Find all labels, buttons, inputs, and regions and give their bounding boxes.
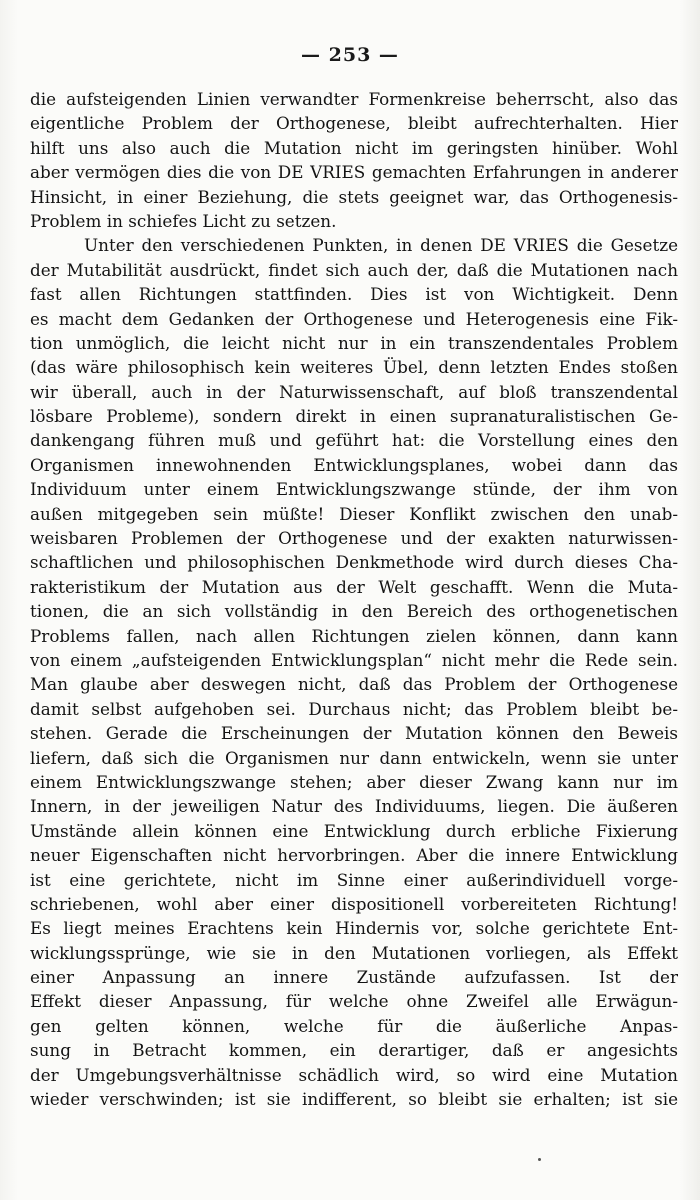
text-line: einer Anpassung an innere Zustände aufzufassen. Ist der (30, 967, 678, 988)
text-line: aber vermögen dies die von DE VRIES gemachten Erfahrungen in anderer (30, 162, 678, 183)
text-line: tion unmöglich, die leicht nicht nur in ein transzendentales Problem (30, 332, 678, 353)
text-line: die aufsteigenden Linien verwandter Formenkreise beherrscht, also das (30, 89, 678, 109)
text-line: sung in Betracht kommen, ein derartiger, daß er angesichts (30, 1040, 678, 1061)
page-number: — 253 — (301, 44, 399, 66)
text-line: schriebenen, wohl aber einer dispositionell vorbereiteten Richtung! (30, 893, 678, 914)
text-line: eigentliche Problem der Orthogenese, bleibt aufrechterhalten. Hier (30, 113, 678, 134)
text-line: dankengang führen muß und geführt hat: die Vorstellung eines den (30, 430, 678, 451)
text-line: lösbare Probleme), sondern direkt in einen supranaturalistischen Ge- (30, 406, 678, 427)
text-line: wicklungssprünge, wie sie in den Mutationen vorliegen, als Effekt (30, 942, 678, 963)
text-line: Organismen innewohnenden Entwicklungsplanes, wobei dann das (30, 454, 678, 475)
text-line: hilft uns also auch die Mutation nicht im geringsten hinüber. Wohl (30, 137, 678, 158)
text-line: damit selbst aufgehoben sei. Durchaus nicht; das Problem bleibt be- (30, 698, 678, 719)
paper-speck (538, 1158, 541, 1161)
text-line: tionen, die an sich vollständig in den Bereich des orthogenetischen (30, 601, 678, 622)
text-line: stehen. Gerade die Erscheinungen der Mutation können den Beweis (30, 723, 678, 744)
text-line: einem Entwicklungszwange stehen; aber dieser Zwang kann nur im (30, 771, 678, 792)
text-line: von einem „aufsteigenden Entwicklungsplan“ nicht mehr die Rede sein. (30, 649, 678, 670)
text-line: es macht dem Gedanken der Orthogenese und Heterogenesis eine Fik- (30, 308, 678, 329)
text-line: neuer Eigenschaften nicht hervorbringen. Aber die innere Entwicklung (30, 845, 678, 866)
text-line: Effekt dieser Anpassung, für welche ohne Zweifel alle Erwägun- (30, 991, 678, 1012)
text-line: (das wäre philosophisch kein weiteres Übel, denn letzten Endes stoßen (30, 357, 678, 378)
text-line: Hinsicht, in einer Beziehung, die stets geeignet war, das Orthogenesis- (30, 186, 678, 207)
text-line: rakteristikum der Mutation aus der Welt geschafft. Wenn die Muta- (30, 576, 678, 597)
text-line: der Umgebungsverhältnisse schädlich wird, so wird eine Mutation (30, 1064, 678, 1085)
text-line: Man glaube aber deswegen nicht, daß das Problem der Orthogenese (30, 674, 678, 695)
body-text (30, 87, 678, 1111)
text-line: ist eine gerichtete, nicht im Sinne einer außerindividuell vorge- (30, 869, 678, 890)
text-line: weisbaren Problemen der Orthogenese und der exakten naturwissen- (30, 528, 678, 549)
text-line: Unter den verschiedenen Punkten, in denen DE VRIES die Gesetze (84, 235, 678, 256)
text-line: wir überall, auch in der Naturwissenschaft, auf bloß transzendental (30, 381, 678, 402)
text-line: Problems fallen, nach allen Richtungen zielen können, dann kann (30, 625, 678, 646)
text-line: außen mitgegeben sein müßte! Dieser Konflikt zwischen den unab- (30, 503, 678, 524)
text-line: fast allen Richtungen stattfinden. Dies ist von Wichtigkeit. Denn (30, 284, 678, 305)
text-line: schaftlichen und philosophischen Denkmethode wird durch dieses Cha- (30, 552, 678, 573)
text-line: der Mutabilität ausdrückt, findet sich auch der, daß die Mutationen nach (30, 259, 678, 280)
text-line: gen gelten können, welche für die äußerliche Anpas- (30, 1015, 678, 1036)
text-line: Individuum unter einem Entwicklungszwange stünde, der ihm von (30, 479, 678, 500)
text-line: Es liegt meines Erachtens kein Hindernis vor, solche gerichtete Ent- (30, 918, 678, 939)
text-line: liefern, daß sich die Organismen nur dann entwickeln, wenn sie unter (30, 747, 678, 768)
text-line: Umstände allein können eine Entwicklung durch erbliche Fixierung (30, 820, 678, 841)
text-line: Problem in schiefes Licht zu setzen. (30, 210, 337, 231)
text-line: wieder verschwinden; ist sie indifferent, so bleibt sie erhalten; ist sie (30, 1089, 678, 1110)
text-line: Innern, in der jeweiligen Natur des Individuums, liegen. Die äußeren (30, 796, 678, 817)
